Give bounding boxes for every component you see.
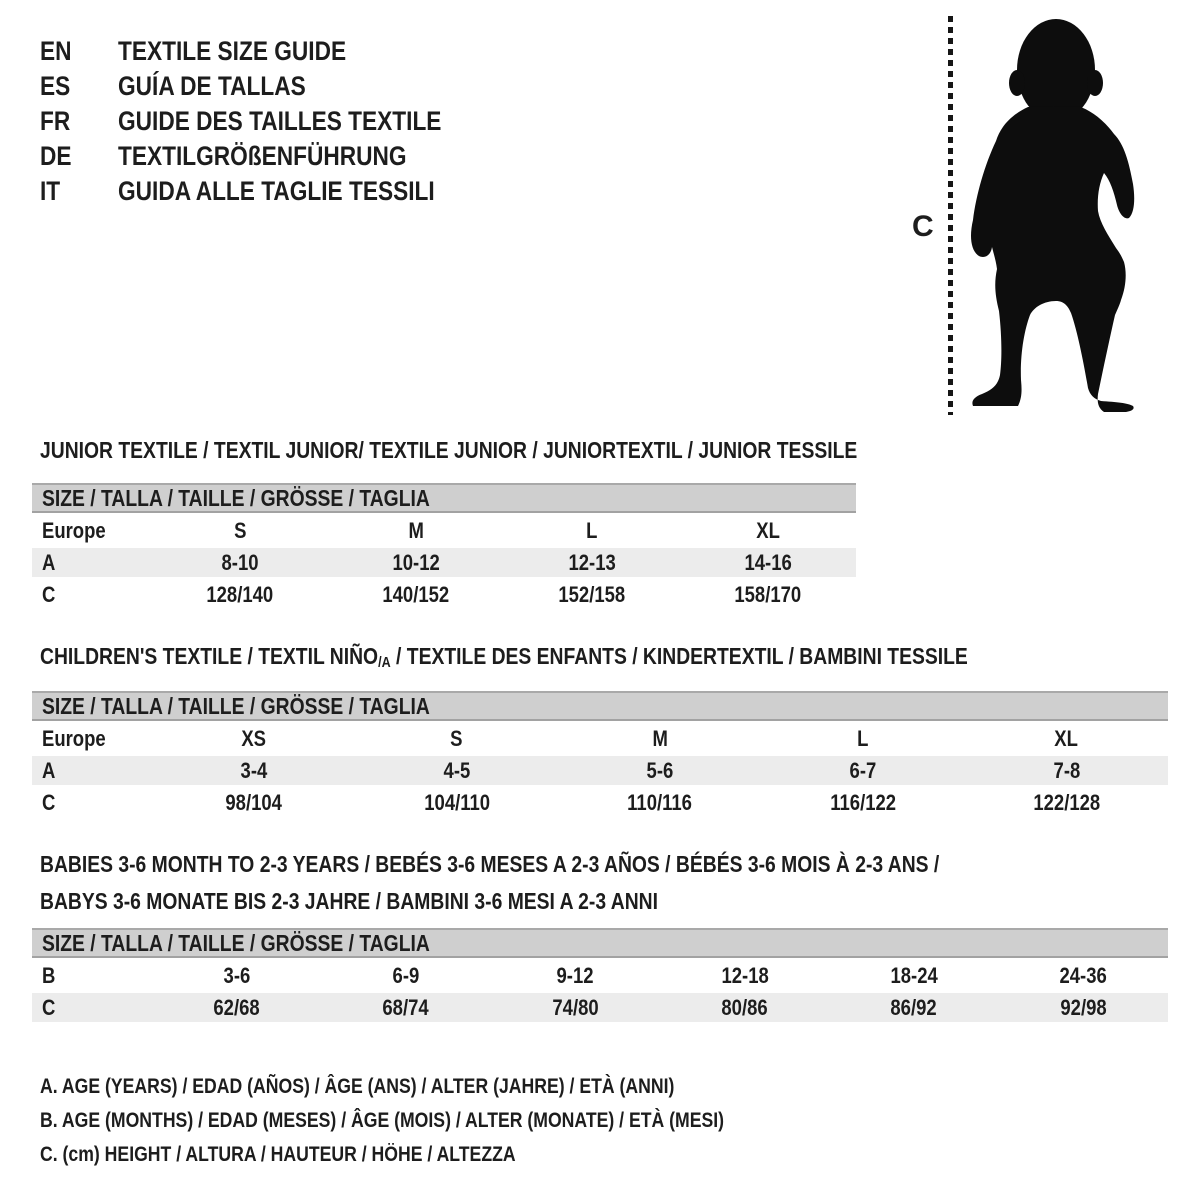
language-row — [40, 34, 503, 69]
language-row — [40, 69, 503, 104]
height-dotted-line — [948, 16, 953, 415]
junior-section-title: JUNIOR TEXTILE / TEXTIL JUNIOR/ TEXTILE JUNIOR / JUNIORTEXTIL / JUNIOR TESSILE — [40, 437, 858, 463]
language-title-list — [40, 34, 503, 209]
table-cell: 3-6 — [223, 962, 251, 988]
silhouette-ear-right — [1087, 70, 1103, 96]
table-cell: 122/128 — [1033, 789, 1100, 815]
table-cell: 18-24 — [890, 962, 938, 988]
table-cell: 12-13 — [568, 549, 616, 575]
row-label: Europe — [42, 725, 106, 751]
row-label: C — [42, 581, 56, 607]
table-cell: 4-5 — [443, 757, 471, 783]
children-table-rows — [32, 721, 1168, 820]
table-cell: L — [586, 517, 598, 543]
table-cell: 152/158 — [558, 581, 626, 607]
table-cell: M — [408, 517, 424, 543]
table-cell: 110/116 — [627, 789, 693, 815]
language-code: FR — [40, 106, 71, 136]
row-label: B — [42, 962, 56, 988]
table-row — [32, 513, 856, 548]
language-code: EN — [40, 36, 72, 66]
language-title: TEXTILGRÖßENFÜHRUNG — [118, 141, 407, 171]
table-cell: XL — [1054, 725, 1079, 751]
language-title: GUIDE DES TAILLES TEXTILE — [118, 106, 442, 136]
table-cell: XL — [756, 517, 780, 543]
title-subscript: /A — [378, 654, 391, 671]
language-code: DE — [40, 141, 72, 171]
table-row — [32, 993, 1168, 1022]
language-title: GUIDA ALLE TAGLIE TESSILI — [118, 176, 435, 206]
table-row — [32, 721, 1168, 756]
table-cell: 8-10 — [221, 549, 259, 575]
babies-table-rows — [32, 958, 1168, 1022]
language-code: ES — [40, 71, 71, 101]
table-cell: S — [233, 517, 247, 543]
table-row — [32, 548, 856, 577]
table-cell: 6-7 — [849, 757, 877, 783]
language-row — [40, 139, 503, 174]
table-row — [32, 577, 856, 612]
table-cell: L — [857, 725, 869, 751]
language-title: GUÍA DE TALLAS — [118, 71, 306, 101]
row-label: C — [42, 789, 56, 815]
babies-section-title: BABIES 3-6 MONTH TO 2-3 YEARS / BEBÉS 3-6 MESES A 2-3 AÑOS / BÉBÉS 3-6 MOIS À 2-3 ANS / BABYS 3-6 MONATE BIS 2-3 JAHRE / BAMBINI 3-6 MESI A 2-3 ANNI — [40, 851, 940, 914]
junior-size-table — [32, 483, 856, 612]
junior-table-rows — [32, 513, 856, 612]
table-row — [32, 958, 1168, 993]
size-header-bar: SIZE / TALLA / TAILLE / GRÖSSE / TAGLIA — [32, 483, 856, 513]
legend-line: C. (cm) HEIGHT / ALTURA / HAUTEUR / HÖHE / ALTEZZA — [40, 1143, 516, 1166]
table-cell: 92/98 — [1060, 994, 1107, 1020]
row-label: Europe — [42, 517, 106, 543]
children-section-title: CHILDREN'S TEXTILE / TEXTIL $NIÑO_{/A}$ / TEXTILE DES ENFANTS / KINDERTEXTIL / BAMBINI TESSILE — [40, 643, 968, 671]
table-cell: 5-6 — [646, 757, 674, 783]
language-row — [40, 104, 503, 139]
table-cell: 14-16 — [744, 549, 792, 575]
table-cell: 24-36 — [1059, 962, 1107, 988]
table-cell: XS — [241, 725, 266, 751]
table-cell: S — [450, 725, 463, 751]
row-label: A — [42, 757, 56, 783]
silhouette-head — [1017, 19, 1095, 121]
table-cell: M — [652, 725, 668, 751]
language-code: IT — [40, 176, 61, 206]
height-measure-label: C — [912, 210, 934, 243]
row-label: A — [42, 549, 56, 575]
table-cell: 128/140 — [206, 581, 274, 607]
table-cell: 104/110 — [423, 789, 490, 815]
language-row — [40, 174, 503, 209]
silhouette-ear-left — [1009, 70, 1025, 96]
table-cell: 86/92 — [890, 994, 938, 1020]
table-cell: 80/86 — [721, 994, 768, 1020]
table-cell: 12-18 — [721, 962, 769, 988]
table-cell: 98/104 — [225, 789, 282, 815]
silhouette-body — [971, 106, 1134, 412]
legend-line: B. AGE (MONTHS) / EDAD (MESES) / ÂGE (MOIS) / ALTER (MONATE) / ETÀ (MESI) — [40, 1109, 725, 1132]
table-cell: 74/80 — [552, 994, 599, 1020]
row-label: C — [42, 994, 56, 1020]
table-cell: 68/74 — [382, 994, 430, 1020]
table-row — [32, 785, 1168, 820]
table-cell: 9-12 — [556, 962, 594, 988]
table-cell: 10-12 — [392, 549, 440, 575]
table-row — [32, 756, 1168, 785]
table-cell: 140/152 — [382, 581, 450, 607]
children-size-table — [32, 691, 1168, 820]
table-cell: 62/68 — [213, 994, 260, 1020]
table-cell: 116/122 — [830, 789, 897, 815]
babies-size-table — [32, 928, 1168, 1022]
toddler-silhouette-image — [968, 15, 1160, 415]
size-header-bar: SIZE / TALLA / TAILLE / GRÖSSE / TAGLIA — [32, 928, 1168, 958]
table-cell: 6-9 — [392, 962, 420, 988]
legend-block — [40, 1070, 854, 1172]
table-cell: 158/170 — [734, 581, 802, 607]
language-title: TEXTILE SIZE GUIDE — [118, 36, 347, 66]
legend-line: A. AGE (YEARS) / EDAD (AÑOS) / ÂGE (ANS) / ALTER (JAHRE) / ETÀ (ANNI) — [40, 1075, 675, 1098]
size-header-bar: SIZE / TALLA / TAILLE / GRÖSSE / TAGLIA — [32, 691, 1168, 721]
table-cell: 7-8 — [1053, 757, 1080, 783]
table-cell: 3-4 — [240, 757, 267, 783]
